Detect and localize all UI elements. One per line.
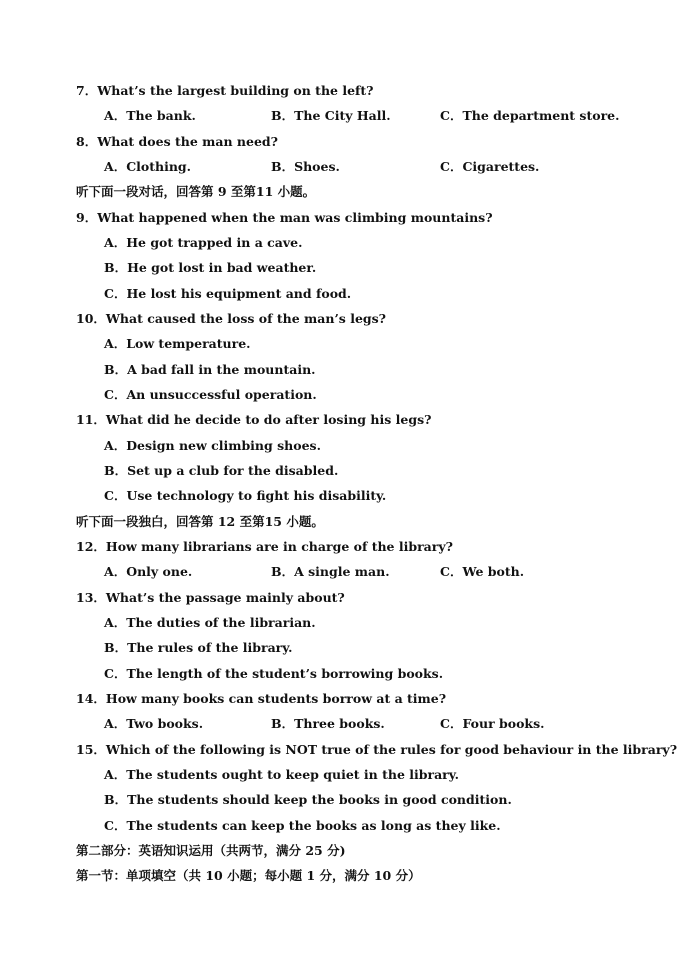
option-10a: A．Low temperature.	[104, 336, 251, 351]
options-row-8	[104, 156, 692, 178]
option-8a: A．Clothing.	[104, 159, 192, 174]
option-11a: A．Design new climbing shoes.	[104, 438, 321, 453]
option-15b: B．The students should keep the books in good condition.	[104, 792, 512, 807]
option-7a: A．The bank.	[104, 108, 196, 123]
question-13: 13．What’s the passage mainly about?	[76, 590, 345, 605]
option-13c: C．The length of the student’s borrowing books.	[104, 666, 444, 681]
question-11: 11．What did he decide to do after losing his legs?	[76, 412, 432, 427]
option-12c: C．We both.	[440, 564, 525, 579]
option-9b: B．He got lost in bad weather.	[104, 260, 317, 275]
option-11b: B．Set up a club for the disabled.	[104, 463, 339, 478]
option-7b: B．The City Hall.	[271, 108, 391, 123]
option-10c: C．An unsuccessful operation.	[104, 387, 317, 402]
option-8c: C．Cigarettes.	[440, 159, 540, 174]
part2-section1-heading: 第一节：单项填空（共 10 小题；每小题 1 分，满分 10 分）	[76, 868, 421, 883]
option-10b: B．A bad fall in the mountain.	[104, 362, 316, 377]
question-8: 8．What does the man need?	[76, 134, 278, 149]
option-14a: A．Two books.	[104, 716, 204, 731]
option-9c: C．He lost his equipment and food.	[104, 286, 352, 301]
question-9: 9．What happened when the man was climbing mountains?	[76, 210, 493, 225]
option-15c: C．The students can keep the books as long as they like.	[104, 818, 501, 833]
option-7c: C．The department store.	[440, 108, 620, 123]
section-instruction-9-11: 听下面一段对话，回答第 9 至第11 小题。	[76, 184, 316, 199]
option-14c: C．Four books.	[440, 716, 545, 731]
options-row-14	[104, 713, 692, 735]
question-7: 7．What’s the largest building on the left?	[76, 83, 374, 98]
option-12a: A．Only one.	[104, 564, 193, 579]
question-14: 14．How many books can students borrow at a time?	[76, 691, 447, 706]
option-14b: B．Three books.	[271, 716, 385, 731]
part2-heading: 第二部分：英语知识运用（共两节，满分 25 分)	[76, 843, 346, 858]
question-10: 10．What caused the loss of the man’s legs?	[76, 311, 386, 326]
question-15: 15．Which of the following is NOT true of the rules for good behaviour in the library?	[76, 742, 678, 757]
question-12: 12．How many librarians are in charge of the library?	[76, 539, 453, 554]
option-13a: A．The duties of the librarian.	[104, 615, 316, 630]
option-8b: B．Shoes.	[271, 159, 340, 174]
option-15a: A．The students ought to keep quiet in the library.	[104, 767, 459, 782]
options-row-12	[104, 561, 692, 583]
options-row-7	[104, 105, 692, 127]
option-11c: C．Use technology to fight his disability.	[104, 488, 387, 503]
option-9a: A．He got trapped in a cave.	[104, 235, 303, 250]
option-12b: B．A single man.	[271, 564, 390, 579]
section-instruction-12-15: 听下面一段独白，回答第 12 至第15 小题。	[76, 514, 324, 529]
option-13b: B．The rules of the library.	[104, 640, 293, 655]
